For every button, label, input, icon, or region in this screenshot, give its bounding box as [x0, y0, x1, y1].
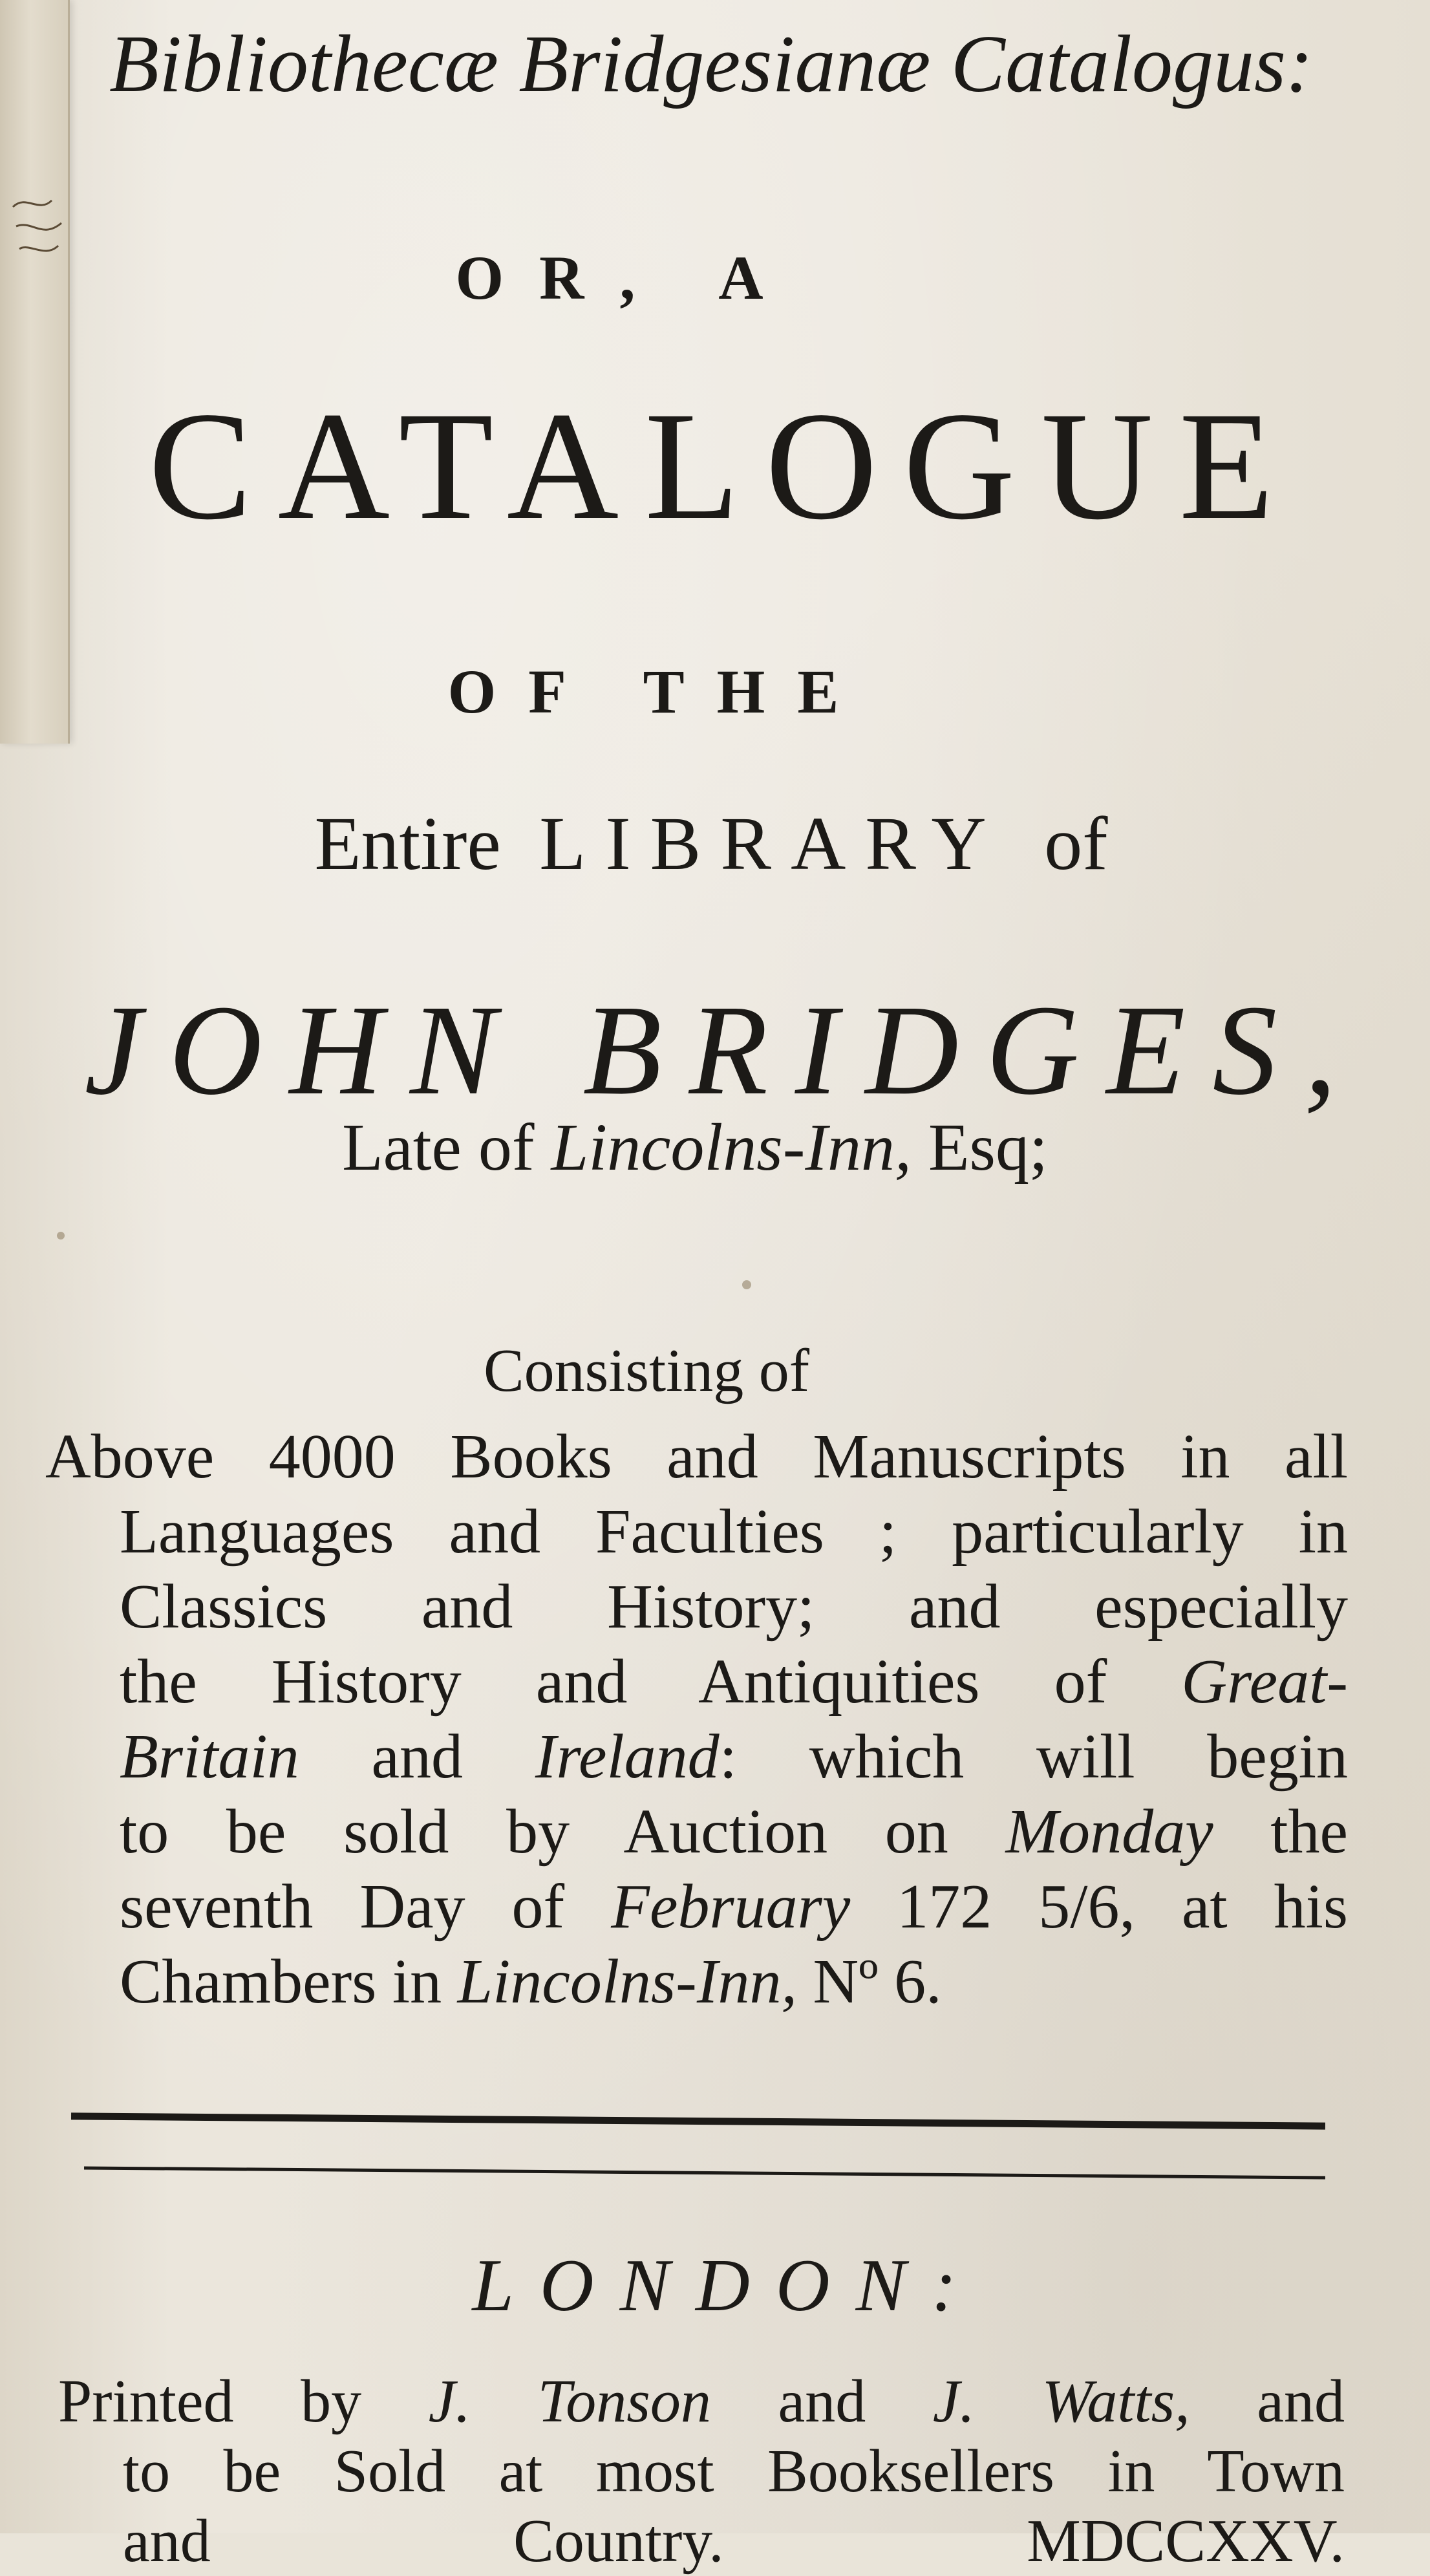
ink-speck [57, 1232, 65, 1240]
of-the-line: OF THE [447, 657, 871, 726]
imprint-line-1: Printed by J. Tonson and J. Watts, and [58, 2368, 1345, 2435]
inserted-paper-strip [0, 0, 70, 744]
body-line-4: the History and Antiquities of Great- [120, 1647, 1348, 1717]
body-line-3: Classics and History; and especially [120, 1572, 1348, 1642]
late-of-line [162, 1106, 1228, 1190]
body-line-2: Languages and Faculties ; particularly in [120, 1497, 1348, 1567]
imprint [58, 2367, 1345, 2575]
handwriting-scrawl-icon [6, 188, 65, 291]
late-of-prefix: Late of [342, 1110, 535, 1185]
half-title: Bibliothecæ Bridgesianæ Catalogus: [109, 19, 1313, 109]
late-of-suffix: Esq; [928, 1110, 1048, 1185]
double-rule-bottom [84, 2166, 1325, 2179]
body-line-1: Above 4000 Books and Manuscripts in all [45, 1422, 1348, 1492]
late-of-place: Lincolns-Inn, [551, 1110, 912, 1185]
body-line-8: Chambers in Lincolns-Inn, Nº 6. [120, 1947, 942, 2017]
body-line-6: to be sold by Auction on Monday the [120, 1797, 1348, 1867]
imprint-line-2: to be Sold at most Booksellers in Town [123, 2438, 1345, 2505]
consisting-line: Consisting of [483, 1337, 809, 1404]
ink-speck [742, 1280, 751, 1289]
library-word: LIBRARY [539, 801, 1006, 886]
of-word: of [1044, 801, 1108, 886]
place-of-publication: LONDON: [472, 2244, 983, 2327]
body-line-5: Britain and Ireland: which will begin [120, 1722, 1349, 1792]
body-line-7: seventh Day of February 172 5/6, at his [120, 1872, 1348, 1942]
owner-name: JOHN BRIDGES, [84, 979, 1364, 1122]
or-a-line: OR, A [455, 243, 799, 312]
double-rule-top [71, 2112, 1325, 2129]
imprint-line-3-clipped [58, 2506, 1345, 2575]
description-paragraph [45, 1419, 1349, 2019]
entire-library-line [97, 795, 1325, 892]
main-title: CATALOGUE [148, 380, 1300, 552]
entire-word: Entire [314, 801, 501, 886]
imprint-line-3: and Country. MDCCXXV. [123, 2507, 1345, 2575]
